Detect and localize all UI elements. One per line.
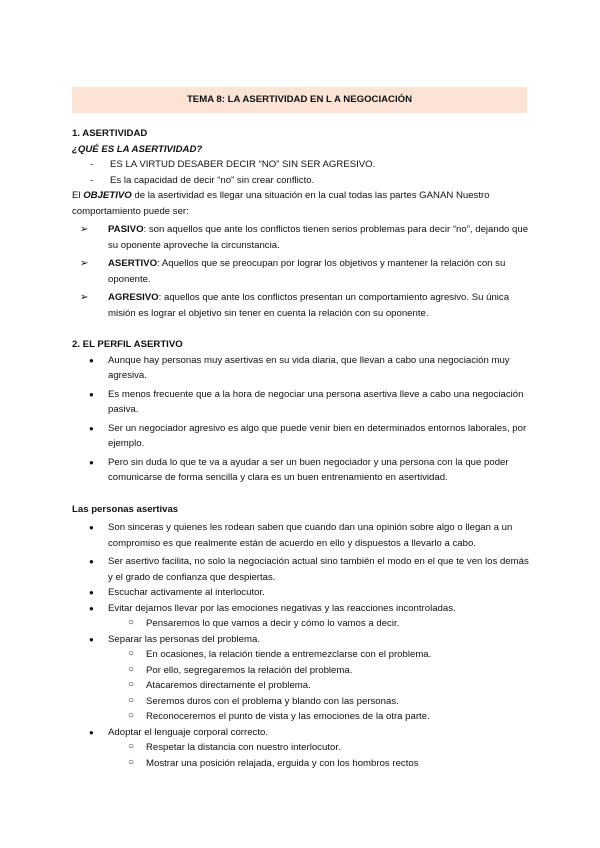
sub-list-item [72,756,532,772]
term-asertivo: ASERTIVO [108,258,158,269]
bullet-dot-icon: ● [89,557,94,566]
list-item [72,387,532,418]
section-1-question: ¿QUÉ ES LA ASERTIVIDAD? [72,143,203,155]
section-3-heading: Las personas asertivas [72,503,179,515]
circle-bullet-icon: ○ [128,741,135,752]
bullet-dot-icon: ● [89,389,94,399]
dash-marker: - [90,174,94,186]
circle-bullet-icon: ○ [128,756,135,768]
term-agresivo: AGRESIVO [108,292,159,303]
sub-list-item [72,694,532,710]
list-item-text: Aunque hay personas muy asertivas en su vida diaria, que llevan a cabo una negociación muy agresiva. [108,354,510,381]
dash-item-text: Es la capacidad de decir “no” sin crear conflicto. [110,174,315,186]
document-body [72,126,532,771]
sub-list-item-text: Pensaremos lo que vamos a decir y cómo lo vamos a decir. [146,618,400,629]
dash-marker: - [90,159,94,170]
sub-list-item-text: Respetar la distancia con nuestro interlocutor. [146,742,341,753]
circle-bullet-icon: ○ [128,679,135,690]
list-item-text: Ser un negociador agresivo es algo que puede venir bien en determinados entornos laborales, por ejemplo. [108,422,527,449]
bullet-dot-icon: ● [89,603,94,613]
sub-list-item [72,709,532,725]
bullet-dot-icon: ● [89,588,94,597]
list-item [72,585,532,601]
term-pasivo: PASIVO [108,224,144,235]
bullet-dot-icon: ● [89,355,94,365]
sub-list-item [72,647,532,663]
dash-item-text: ES LA VIRTUD DESABER DECIR “NO” SIN SER AGRESIVO. [110,159,376,170]
list-item [72,725,532,741]
sub-list-item-text: Por ello, segregaremos la relación del problema. [146,664,353,676]
term-pasivo-text: : son aquellos que ante los conflictos tienen serios problemas para decir “no”, dejando que su oponente aproveche la circunstancia. [108,224,529,251]
arrow-bullet-icon: ➢ [80,258,89,269]
circle-bullet-icon: ○ [128,648,135,659]
list-item [72,554,532,585]
list-item [72,421,532,452]
bullet-dot-icon: ● [89,727,94,737]
list-item [72,455,532,486]
arrow-item-asertivo [72,256,532,287]
intro-pre: El [72,190,84,201]
dash-item [72,157,532,173]
sub-list-item-text: Atacaremos directamente el problema. [146,680,311,691]
section-1-heading: 1. ASERTIVIDAD [72,128,148,139]
circle-bullet-icon: ○ [128,617,135,628]
list-item-text: Es menos frecuente que a la hora de negociar una persona asertiva lleve a cabo una negociación pasiva. [108,388,524,415]
section-2-heading: 2. EL PERFIL ASERTIVO [72,339,183,350]
list-item [72,632,532,648]
arrow-item-agresivo [72,290,532,321]
sub-list-item [72,740,532,756]
sub-list-item-text: Mostrar una posición relajada, erguida y con los hombros rectos [146,757,419,769]
list-item-text: Pero sin duda lo que te va a ayudar a ser un buen negociador y una persona con la que poder comunicarse de forma sencilla y clara es un buen entrenamiento en asertividad. [108,456,509,483]
intro-post: de la asertividad es llegar una situación en la cual todas las partes GANAN Nuestro comportamiento puede ser: [72,190,490,217]
document-title-text: TEMA 8: LA ASERTIVIDAD EN L A NEGOCIACIÓN [186,94,413,106]
bullet-dot-icon: ● [89,457,94,467]
intro-objetivo: OBJETIVO [83,190,132,201]
list-item-text: Ser asertivo facilita, no solo la negociación actual sino también el modo en el que te ven los demás y el grado de confianza que despiertas. [108,556,529,583]
list-item [72,601,532,617]
section-1-intro [72,188,532,219]
circle-bullet-icon: ○ [128,694,135,706]
term-asertivo-text: : Aquellos que se preocupan por lograr los objetivos y mantener la relación con su oponente. [108,258,506,285]
dash-item [72,173,532,189]
sub-list-item [72,616,532,632]
list-item-text: Son sinceras y quienes les rodean saben que cuando dan una opinión sobre algo o llegan a un compromiso es que realmente están de acuerdo en ello y dispuestos a llevarlo a cabo. [108,522,513,549]
list-item-text: Separar las personas del problema. [108,633,260,645]
arrow-bullet-icon: ➢ [80,224,89,235]
sub-list-item [72,663,532,679]
sub-list-item-text: En ocasiones, la relación tiende a entremezclarse con el problema. [146,649,432,660]
sub-list-item-text: Reconoceremos el punto de vista y las emociones de la otra parte. [146,711,430,722]
list-item [72,520,532,551]
sub-list-item [72,678,532,694]
list-item-text: Escuchar activamente al interlocutor. [108,587,265,598]
arrow-bullet-icon: ➢ [80,292,89,303]
list-item-text: Adoptar el lenguaje corporal correcto. [108,726,268,738]
circle-bullet-icon: ○ [128,663,135,675]
bullet-dot-icon: ● [89,423,94,433]
list-item-text: Evitar dejarnos llevar por las emociones negativas y las reacciones incontroladas. [108,602,456,614]
document-title [72,87,527,113]
bullet-dot-icon: ● [89,523,94,532]
bullet-dot-icon: ● [89,634,94,644]
list-item [72,353,532,384]
term-agresivo-text: : aquellos que ante los conflictos presentan un comportamiento agresivo. Su única misión es lograr el objetivo sin tener en cuenta la relación con su oponente. [108,292,510,319]
circle-bullet-icon: ○ [128,710,135,721]
arrow-item-pasivo [72,222,532,253]
sub-list-item-text: Seremos duros con el problema y blando con las personas. [146,695,399,707]
